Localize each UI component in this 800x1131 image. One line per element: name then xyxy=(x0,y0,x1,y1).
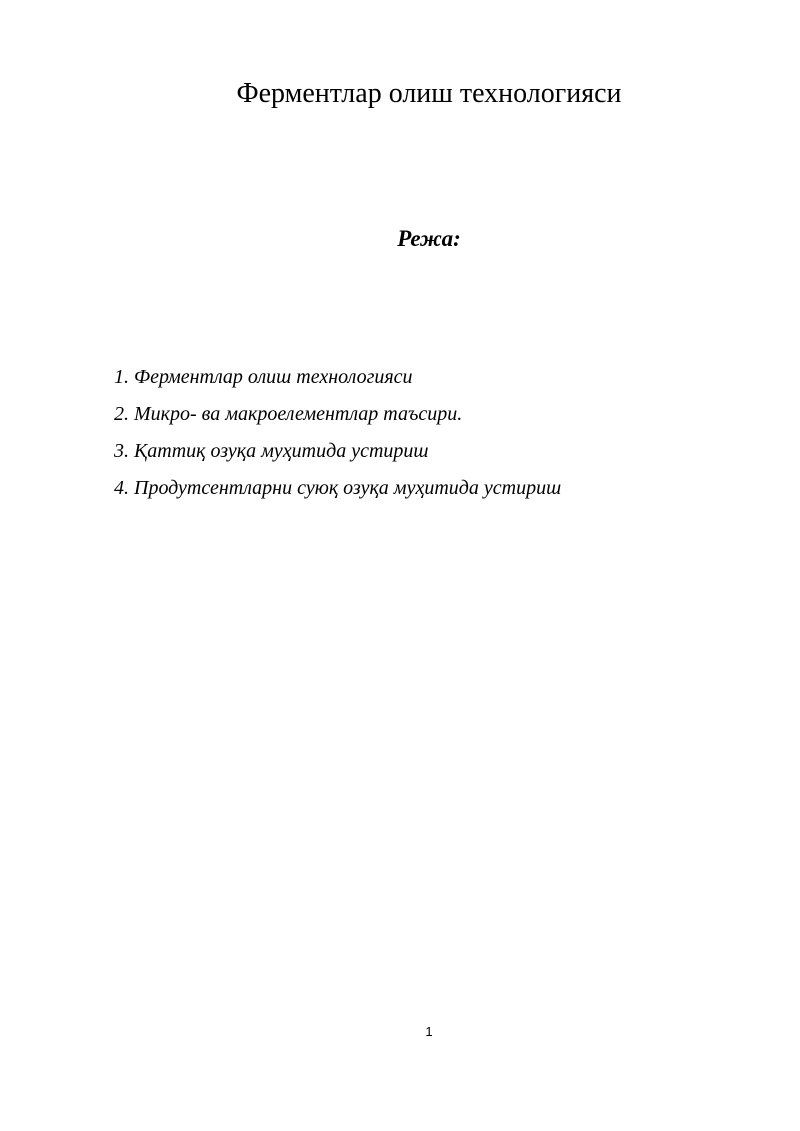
plan-item-number: 4. xyxy=(114,477,129,499)
plan-item-text: Микро- ва макроелементлар таъсири. xyxy=(134,403,463,425)
plan-item-text: Продутсентларни суюқ озуқа муҳитида устириш xyxy=(134,477,562,499)
plan-list xyxy=(114,362,561,510)
document-title: Ферментлар олиш технологияси xyxy=(236,78,622,109)
plan-item xyxy=(114,436,561,473)
plan-item-number: 1. xyxy=(114,366,129,388)
plan-item-text: Қаттиқ озуқа муҳитида устириш xyxy=(134,440,429,462)
plan-item-number: 3. xyxy=(114,440,129,462)
page-number: 1 xyxy=(425,1024,433,1039)
plan-item xyxy=(114,362,561,399)
plan-item-text: Ферментлар олиш технологияси xyxy=(134,366,413,388)
plan-item-number: 2. xyxy=(114,403,129,425)
plan-item xyxy=(114,399,561,436)
plan-item xyxy=(114,473,561,510)
plan-heading: Режа: xyxy=(397,226,461,251)
